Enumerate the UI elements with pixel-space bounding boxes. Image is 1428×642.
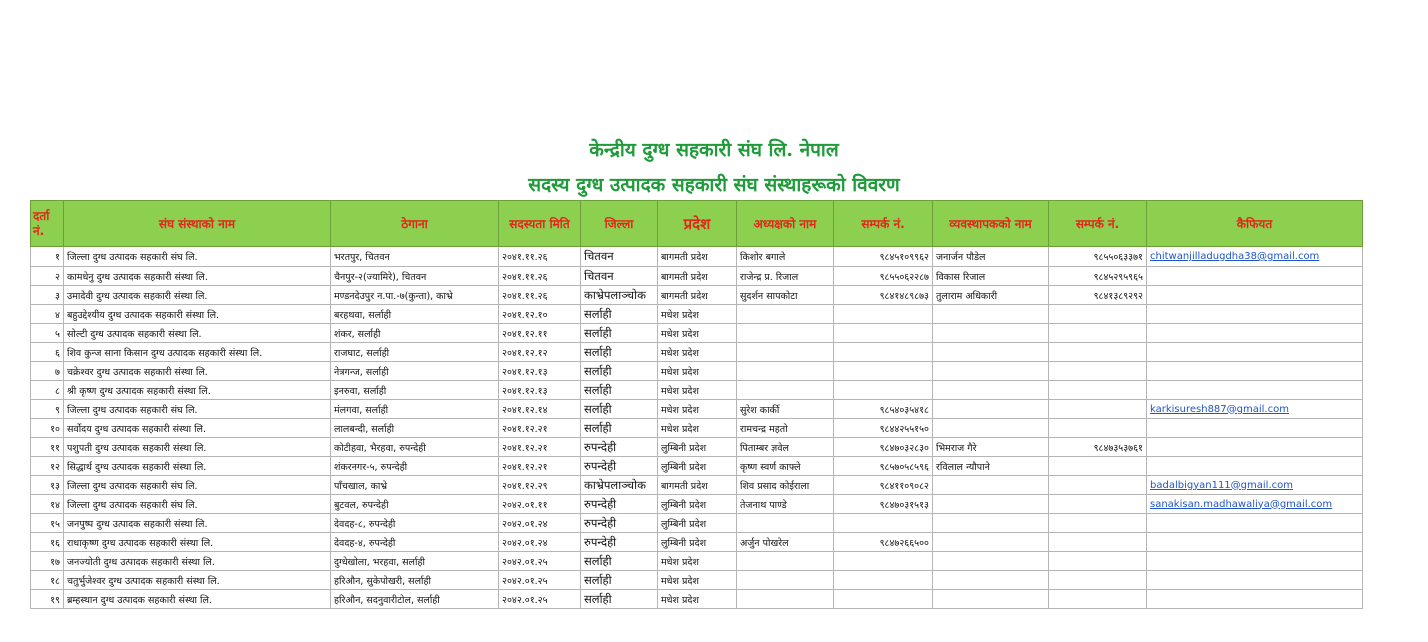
- cell-chairperson: [737, 305, 834, 324]
- table-row: [31, 362, 1363, 381]
- cell-district: सर्लाही: [581, 400, 658, 419]
- cell-manager: [933, 533, 1049, 552]
- cell-remarks: [1147, 286, 1363, 305]
- cell-chairperson: सुदर्शन सापकोटा: [737, 286, 834, 305]
- table-row: [31, 381, 1363, 400]
- cell-org-name: चतुर्भुजेश्वर दुग्ध उत्पादक सहकारी संस्था लि.: [64, 571, 331, 590]
- cell-remarks: [1147, 533, 1363, 552]
- cell-org-name: श्री कृष्ण दुग्ध उत्पादक सहकारी संस्था लि.: [64, 381, 331, 400]
- table-row: [31, 343, 1363, 362]
- cell-address: राजघाट, सर्लाही: [331, 343, 499, 362]
- cell-member-date: २०४२.०१.२५: [499, 552, 581, 571]
- table-row: [31, 552, 1363, 571]
- header-row: [31, 201, 1363, 247]
- cell-address: मंलगवा, सर्लाही: [331, 400, 499, 419]
- cell-remarks[interactable]: karkisuresh887@gmail.com: [1147, 400, 1363, 419]
- col-header-reg-no: दर्ता नं.: [31, 201, 64, 247]
- cell-reg-no: १३: [31, 476, 64, 495]
- cell-district: सर्लाही: [581, 324, 658, 343]
- cell-contact-1: ९८५४०३५४१८: [834, 400, 933, 419]
- table-row: [31, 590, 1363, 609]
- members-table: [30, 200, 1363, 609]
- cell-address: देवदह-४, रुपन्देही: [331, 533, 499, 552]
- cell-remarks: [1147, 362, 1363, 381]
- cell-reg-no: ४: [31, 305, 64, 324]
- table-row: [31, 247, 1363, 267]
- cell-remarks: [1147, 514, 1363, 533]
- cell-contact-1: [834, 552, 933, 571]
- cell-address: चैनपुर-२(ज्यामिरे), चितवन: [331, 267, 499, 286]
- cell-member-date: २०४१.१२.१३: [499, 381, 581, 400]
- cell-manager: तुलाराम अधिकारी: [933, 286, 1049, 305]
- cell-contact-1: ९८५५०६२२८७: [834, 267, 933, 286]
- cell-remarks: [1147, 267, 1363, 286]
- cell-contact-2: [1049, 381, 1147, 400]
- cell-member-date: २०४१.१२.११: [499, 324, 581, 343]
- cell-contact-1: [834, 571, 933, 590]
- cell-province: लुम्बिनी प्रदेश: [658, 495, 737, 514]
- cell-province: मधेश प्रदेश: [658, 343, 737, 362]
- cell-district: रुपन्देही: [581, 438, 658, 457]
- cell-chairperson: पिताम्बर ज्ञवेल: [737, 438, 834, 457]
- table-row: [31, 495, 1363, 514]
- cell-reg-no: ८: [31, 381, 64, 400]
- cell-reg-no: १७: [31, 552, 64, 571]
- cell-chairperson: रामचन्द्र महतो: [737, 419, 834, 438]
- cell-remarks[interactable]: badalbigyan111@gmail.com: [1147, 476, 1363, 495]
- cell-district: चितवन: [581, 247, 658, 267]
- col-header-contact-2: सम्पर्क नं.: [1049, 201, 1147, 247]
- table-row: [31, 514, 1363, 533]
- cell-contact-2: [1049, 476, 1147, 495]
- cell-org-name: जिल्ला दुग्ध उत्पादक सहकारी संघ लि.: [64, 495, 331, 514]
- cell-member-date: २०४१.११.२६: [499, 286, 581, 305]
- cell-province: मधेश प्रदेश: [658, 419, 737, 438]
- cell-org-name: चक्रेश्वर दुग्ध उत्पादक सहकारी संस्था लि.: [64, 362, 331, 381]
- cell-remarks: [1147, 305, 1363, 324]
- cell-manager: [933, 495, 1049, 514]
- cell-address: भरतपुर, चितवन: [331, 247, 499, 267]
- cell-province: लुम्बिनी प्रदेश: [658, 457, 737, 476]
- cell-reg-no: ७: [31, 362, 64, 381]
- cell-contact-1: [834, 590, 933, 609]
- cell-address: बुटवल, रुपन्देही: [331, 495, 499, 514]
- cell-district: रुपन्देही: [581, 514, 658, 533]
- cell-contact-2: [1049, 419, 1147, 438]
- cell-reg-no: १२: [31, 457, 64, 476]
- table-row: [31, 305, 1363, 324]
- col-header-address: ठेगाना: [331, 201, 499, 247]
- col-header-manager: व्यवस्थापकको नाम: [933, 201, 1049, 247]
- cell-province: बागमती प्रदेश: [658, 247, 737, 267]
- cell-address: हरिऔन, सुकेपोखरी, सर्लाही: [331, 571, 499, 590]
- cell-org-name: पशुपती दुग्ध उत्पादक सहकारी संस्था लि.: [64, 438, 331, 457]
- cell-contact-2: [1049, 400, 1147, 419]
- cell-manager: [933, 419, 1049, 438]
- cell-contact-1: [834, 324, 933, 343]
- cell-member-date: २०४१.१२.१४: [499, 400, 581, 419]
- cell-manager: [933, 552, 1049, 571]
- cell-contact-2: [1049, 552, 1147, 571]
- cell-contact-1: ९८४७२६६५००: [834, 533, 933, 552]
- cell-reg-no: ३: [31, 286, 64, 305]
- cell-address: शंकरनगर-५, रुपन्देही: [331, 457, 499, 476]
- cell-manager: [933, 381, 1049, 400]
- cell-member-date: २०४१.१२.१०: [499, 305, 581, 324]
- cell-org-name: जिल्ला दुग्ध उत्पादक सहकारी संघ लि.: [64, 400, 331, 419]
- cell-contact-2: [1049, 305, 1147, 324]
- cell-province: मधेश प्रदेश: [658, 381, 737, 400]
- cell-address: मण्डनदेउपुर न.पा.-७(कुन्ता), काभ्रे: [331, 286, 499, 305]
- cell-contact-1: ९८४७०३१५१३: [834, 495, 933, 514]
- cell-address: शंकर, सर्लाही: [331, 324, 499, 343]
- cell-remarks[interactable]: sanakisan.madhawaliya@gmail.com: [1147, 495, 1363, 514]
- cell-reg-no: ६: [31, 343, 64, 362]
- cell-manager: [933, 305, 1049, 324]
- col-header-district: जिल्ला: [581, 201, 658, 247]
- cell-member-date: २०४२.०१.२५: [499, 571, 581, 590]
- cell-member-date: २०४२.०१.११: [499, 495, 581, 514]
- cell-province: मधेश प्रदेश: [658, 400, 737, 419]
- table-row: [31, 267, 1363, 286]
- cell-member-date: २०४१.१२.२१: [499, 457, 581, 476]
- cell-manager: [933, 343, 1049, 362]
- cell-district: सर्लाही: [581, 590, 658, 609]
- cell-remarks: [1147, 571, 1363, 590]
- cell-contact-1: [834, 514, 933, 533]
- cell-chairperson: शिव प्रसाद कोईराला: [737, 476, 834, 495]
- col-header-chairperson: अध्यक्षको नाम: [737, 201, 834, 247]
- cell-chairperson: [737, 552, 834, 571]
- table-row: [31, 571, 1363, 590]
- cell-province: बागमती प्रदेश: [658, 286, 737, 305]
- cell-address: बरहथवा, सर्लाही: [331, 305, 499, 324]
- table-row: [31, 533, 1363, 552]
- cell-address: कोटीहवा, भैरहवा, रुपन्देही: [331, 438, 499, 457]
- cell-chairperson: तेजनाथ पाण्डे: [737, 495, 834, 514]
- table-row: [31, 400, 1363, 419]
- cell-province: मधेश प्रदेश: [658, 552, 737, 571]
- cell-province: मधेश प्रदेश: [658, 305, 737, 324]
- cell-contact-2: ९८५५०६३३७१: [1049, 247, 1147, 267]
- cell-district: सर्लाही: [581, 343, 658, 362]
- cell-member-date: २०४२.०१.२४: [499, 514, 581, 533]
- cell-chairperson: राजेन्द्र प्र. रिजाल: [737, 267, 834, 286]
- cell-remarks: [1147, 419, 1363, 438]
- cell-address: इनरुवा, सर्लाही: [331, 381, 499, 400]
- cell-contact-1: ९८४५१०९९६२: [834, 247, 933, 267]
- cell-manager: रविलाल न्यौपाने: [933, 457, 1049, 476]
- col-header-contact-1: सम्पर्क नं.: [834, 201, 933, 247]
- cell-contact-2: [1049, 571, 1147, 590]
- cell-address: हरिऔन, सदनुवारीटोल, सर्लाही: [331, 590, 499, 609]
- cell-member-date: २०४१.१२.२१: [499, 419, 581, 438]
- cell-chairperson: [737, 324, 834, 343]
- cell-contact-1: ९८५७०५८५९६: [834, 457, 933, 476]
- cell-remarks: [1147, 552, 1363, 571]
- cell-manager: [933, 476, 1049, 495]
- cell-address: देवदह-८, रुपन्देही: [331, 514, 499, 533]
- cell-chairperson: अर्जुन पोखरेल: [737, 533, 834, 552]
- cell-chairperson: सुरेश कार्की: [737, 400, 834, 419]
- cell-contact-1: ९८४४२५५१५०: [834, 419, 933, 438]
- cell-chairperson: कृष्ण स्वर्ण काफ्ले: [737, 457, 834, 476]
- cell-member-date: २०४२.०१.२४: [499, 533, 581, 552]
- cell-district: चितवन: [581, 267, 658, 286]
- cell-member-date: २०४१.११.२६: [499, 247, 581, 267]
- cell-org-name: बहुउद्देश्यीय दुग्ध उत्पादक सहकारी संस्था लि.: [64, 305, 331, 324]
- cell-reg-no: २: [31, 267, 64, 286]
- cell-reg-no: ११: [31, 438, 64, 457]
- cell-district: सर्लाही: [581, 362, 658, 381]
- cell-reg-no: १५: [31, 514, 64, 533]
- cell-remarks: [1147, 381, 1363, 400]
- cell-contact-2: [1049, 514, 1147, 533]
- table-row: [31, 286, 1363, 305]
- cell-province: मधेश प्रदेश: [658, 590, 737, 609]
- cell-remarks: [1147, 590, 1363, 609]
- cell-district: सर्लाही: [581, 381, 658, 400]
- cell-province: बागमती प्रदेश: [658, 267, 737, 286]
- table-row: [31, 419, 1363, 438]
- cell-contact-1: [834, 343, 933, 362]
- cell-org-name: सर्वोदय दुग्ध उत्पादक सहकारी संस्था लि.: [64, 419, 331, 438]
- cell-district: काभ्रेपलाञ्चोक: [581, 476, 658, 495]
- cell-district: रुपन्देही: [581, 533, 658, 552]
- cell-contact-2: ९८४१३८९२९२: [1049, 286, 1147, 305]
- cell-reg-no: १८: [31, 571, 64, 590]
- cell-org-name: राधाकृष्ण दुग्ध उत्पादक सहकारी संस्था लि.: [64, 533, 331, 552]
- table-body: [31, 247, 1363, 609]
- cell-contact-1: ९८४७०३२८३०: [834, 438, 933, 457]
- cell-province: मधेश प्रदेश: [658, 362, 737, 381]
- cell-org-name: जनज्योती दुग्ध उत्पादक सहकारी संस्था लि.: [64, 552, 331, 571]
- cell-contact-1: [834, 381, 933, 400]
- table-row: [31, 457, 1363, 476]
- col-header-remarks: कैफियत: [1147, 201, 1363, 247]
- cell-contact-1: [834, 362, 933, 381]
- cell-manager: [933, 400, 1049, 419]
- table-row: [31, 476, 1363, 495]
- cell-contact-2: [1049, 495, 1147, 514]
- cell-reg-no: १९: [31, 590, 64, 609]
- cell-district: सर्लाही: [581, 419, 658, 438]
- cell-remarks: [1147, 438, 1363, 457]
- cell-member-date: २०४१.१२.१२: [499, 343, 581, 362]
- cell-org-name: कामधेनु दुग्ध उत्पादक सहकारी संस्था लि.: [64, 267, 331, 286]
- cell-reg-no: ५: [31, 324, 64, 343]
- cell-remarks: [1147, 457, 1363, 476]
- cell-org-name: उमादेवी दुग्ध उत्पादक सहकारी संस्था लि.: [64, 286, 331, 305]
- cell-contact-2: ९८४५२९५९६५: [1049, 267, 1147, 286]
- cell-address: पाँचखाल, काभ्रे: [331, 476, 499, 495]
- cell-reg-no: ९: [31, 400, 64, 419]
- cell-address: लालबन्दी, सर्लाही: [331, 419, 499, 438]
- col-header-org-name: संघ संस्थाको नाम: [64, 201, 331, 247]
- page-subtitle: सदस्य दुग्ध उत्पादक सहकारी संघ संस्थाहरूको विवरण: [528, 174, 900, 196]
- cell-district: काभ्रेपलाञ्चोक: [581, 286, 658, 305]
- cell-member-date: २०४१.१२.१३: [499, 362, 581, 381]
- cell-contact-2: [1049, 324, 1147, 343]
- cell-district: सर्लाही: [581, 305, 658, 324]
- page-title: केन्द्रीय दुग्ध सहकारी संघ लि. नेपाल: [589, 139, 839, 161]
- cell-reg-no: १४: [31, 495, 64, 514]
- cell-chairperson: [737, 343, 834, 362]
- cell-contact-2: [1049, 343, 1147, 362]
- cell-manager: [933, 590, 1049, 609]
- cell-chairperson: [737, 590, 834, 609]
- cell-contact-1: ९८४१४८९८७३: [834, 286, 933, 305]
- cell-remarks: [1147, 324, 1363, 343]
- cell-contact-2: [1049, 457, 1147, 476]
- cell-manager: जनार्जन पौडेल: [933, 247, 1049, 267]
- cell-chairperson: [737, 571, 834, 590]
- cell-manager: [933, 514, 1049, 533]
- table-row: [31, 324, 1363, 343]
- cell-org-name: जिल्ला दुग्ध उत्पादक सहकारी संघ लि.: [64, 476, 331, 495]
- cell-remarks: [1147, 343, 1363, 362]
- cell-province: बागमती प्रदेश: [658, 476, 737, 495]
- cell-contact-1: [834, 305, 933, 324]
- cell-contact-2: [1049, 362, 1147, 381]
- table-row: [31, 438, 1363, 457]
- cell-chairperson: [737, 362, 834, 381]
- cell-address: नेत्रगन्ज, सर्लाही: [331, 362, 499, 381]
- cell-manager: [933, 324, 1049, 343]
- cell-address: दुग्धेखोला, भरहवा, सर्लाही: [331, 552, 499, 571]
- cell-member-date: २०४१.११.२६: [499, 267, 581, 286]
- cell-manager: विकास रिजाल: [933, 267, 1049, 286]
- cell-org-name: ब्रम्हस्थान दुग्ध उत्पादक सहकारी संस्था लि.: [64, 590, 331, 609]
- cell-district: रुपन्देही: [581, 495, 658, 514]
- cell-chairperson: [737, 381, 834, 400]
- cell-member-date: २०४२.०१.२५: [499, 590, 581, 609]
- cell-contact-1: ९८४११०९०८२: [834, 476, 933, 495]
- cell-org-name: शिव कुन्ज साना किसान दुग्ध उत्पादक सहकारी संस्था लि.: [64, 343, 331, 362]
- col-header-province: प्रदेश: [658, 201, 737, 247]
- cell-org-name: सिद्धार्थ दुग्ध उत्पादक सहकारी संस्था लि.: [64, 457, 331, 476]
- cell-contact-2: [1049, 590, 1147, 609]
- cell-province: लुम्बिनी प्रदेश: [658, 533, 737, 552]
- cell-manager: [933, 571, 1049, 590]
- cell-reg-no: १०: [31, 419, 64, 438]
- cell-chairperson: [737, 514, 834, 533]
- cell-manager: भिमराज गैरे: [933, 438, 1049, 457]
- cell-contact-2: ९८४७३५३७६१: [1049, 438, 1147, 457]
- col-header-member-date: सदस्यता मिति: [499, 201, 581, 247]
- cell-province: मधेश प्रदेश: [658, 571, 737, 590]
- cell-member-date: २०४१.१२.२१: [499, 438, 581, 457]
- cell-district: रुपन्देही: [581, 457, 658, 476]
- cell-reg-no: १६: [31, 533, 64, 552]
- cell-org-name: जिल्ला दुग्ध उत्पादक सहकारी संघ लि.: [64, 247, 331, 267]
- cell-district: सर्लाही: [581, 552, 658, 571]
- cell-org-name: जनपुष्प दुग्ध उत्पादक सहकारी संस्था लि.: [64, 514, 331, 533]
- cell-member-date: २०४१.१२.२९: [499, 476, 581, 495]
- cell-manager: [933, 362, 1049, 381]
- cell-district: सर्लाही: [581, 571, 658, 590]
- cell-reg-no: १: [31, 247, 64, 267]
- cell-org-name: सोल्टी दुग्ध उत्पादक सहकारी संस्था लि.: [64, 324, 331, 343]
- cell-province: लुम्बिनी प्रदेश: [658, 514, 737, 533]
- cell-chairperson: किशोर बगाले: [737, 247, 834, 267]
- cell-province: लुम्बिनी प्रदेश: [658, 438, 737, 457]
- cell-province: मधेश प्रदेश: [658, 324, 737, 343]
- cell-remarks[interactable]: chitwanjilladugdha38@gmail.com: [1147, 247, 1363, 267]
- cell-contact-2: [1049, 533, 1147, 552]
